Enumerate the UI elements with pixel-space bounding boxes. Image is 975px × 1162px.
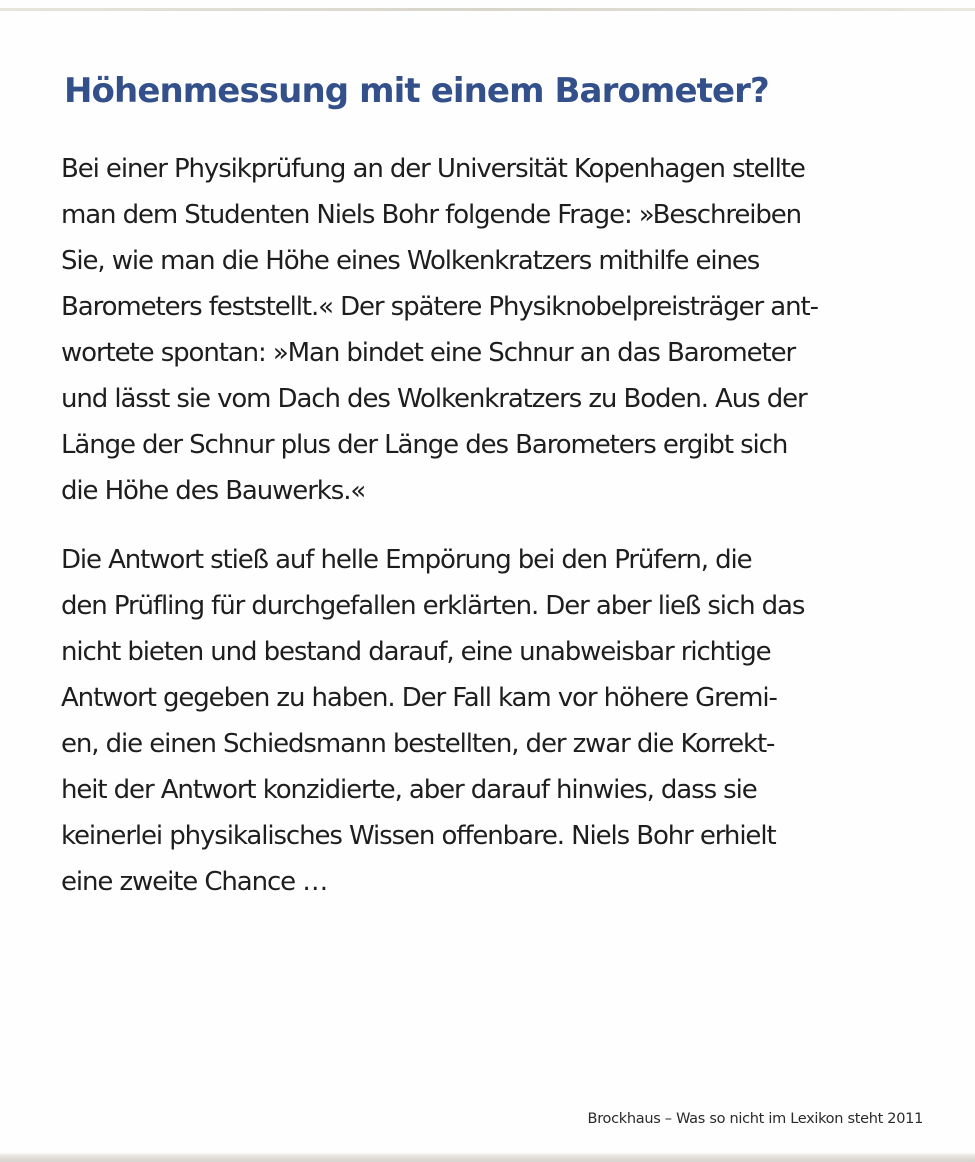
paragraph-line: nicht bieten und bestand darauf, eine unabweisbar richtige: [61, 637, 771, 667]
paragraph-line: keinerlei physikalisches Wissen offenbare. Niels Bohr erhielt: [61, 821, 776, 851]
paragraph-line: Bei einer Physikprüfung an der Universität Kopenhagen stellte: [61, 154, 805, 184]
paragraph-2: [61, 537, 931, 905]
article-title: Höhenmessung mit einem Barometer?: [64, 71, 769, 111]
paragraph-line: Barometers feststellt.« Der spätere Physiknobelpreisträger ant-: [61, 292, 818, 322]
paragraph-line: den Prüfling für durchgefallen erklärten. Der aber ließ sich das: [61, 591, 805, 621]
paragraph-line: die Höhe des Bauwerks.«: [61, 476, 366, 506]
paragraph-line: Antwort gegeben zu haben. Der Fall kam vor höhere Gremi-: [61, 683, 777, 713]
paragraph-line: Länge der Schnur plus der Länge des Barometers ergibt sich: [61, 430, 788, 460]
top-page-edge: [0, 8, 975, 11]
bottom-page-edge: [0, 1152, 975, 1162]
paragraph-line: Sie, wie man die Höhe eines Wolkenkratzers mithilfe eines: [61, 246, 760, 276]
paragraph-line: heit der Antwort konzidierte, aber darauf hinwies, dass sie: [61, 775, 757, 805]
source-citation: Brockhaus – Was so nicht im Lexikon steht 2011: [587, 1111, 923, 1127]
paragraph-line: man dem Studenten Niels Bohr folgende Frage: »Beschreiben: [61, 200, 802, 230]
paragraph-1: [61, 146, 931, 514]
paragraph-line: und lässt sie vom Dach des Wolkenkratzers zu Boden. Aus der: [61, 384, 807, 414]
paragraph-line: Die Antwort stieß auf helle Empörung bei den Prüfern, die: [61, 545, 752, 575]
paragraph-line: en, die einen Schiedsmann bestellten, der zwar die Korrekt-: [61, 729, 775, 759]
paragraph-line: eine zweite Chance …: [61, 867, 328, 897]
paragraph-line: wortete spontan: »Man bindet eine Schnur an das Barometer: [61, 338, 796, 368]
